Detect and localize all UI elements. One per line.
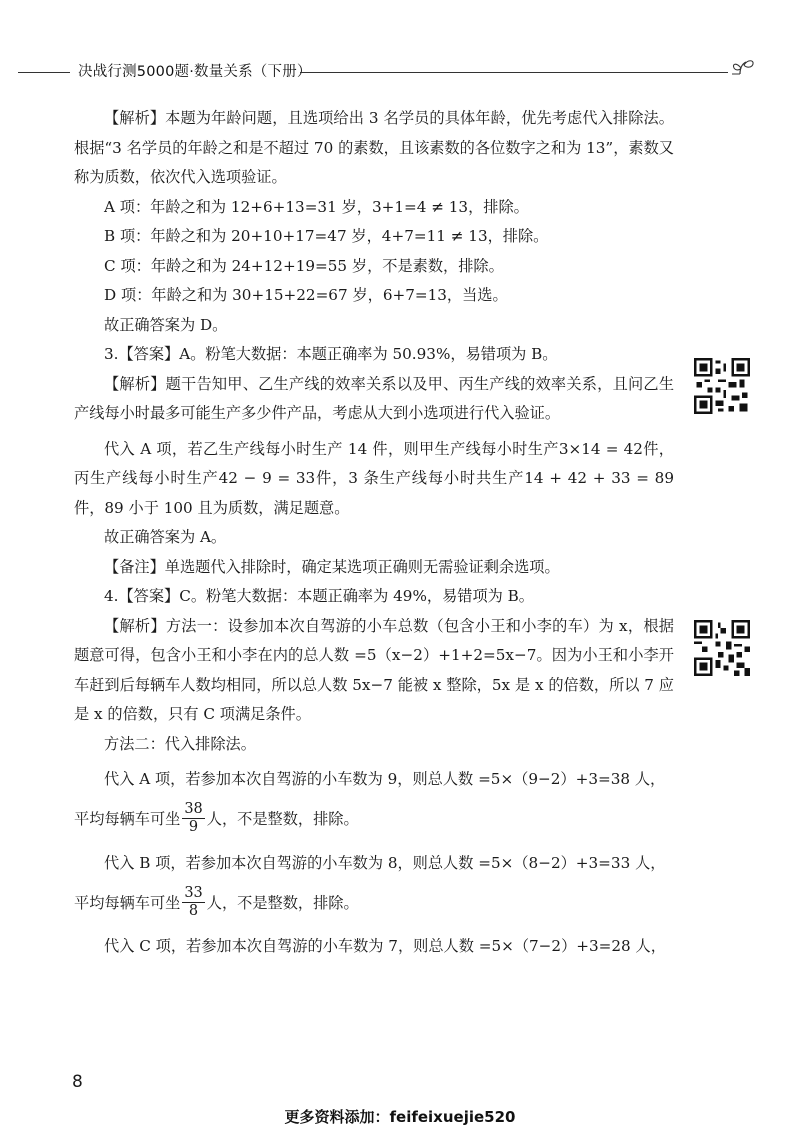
header-title: 决战行测5000题·数量关系（下册） xyxy=(78,64,312,80)
analysis-paragraph: 【解析】本题为年龄问题，且选项给出 3 名学员的具体年龄，优先考虑代入排除法。根据“3 名学员的年龄之和是不超过 70 的素数，且该素数的各位数字之和为 13”，素数又称为质数，依次代入选项验证。 xyxy=(74,109,674,186)
option-b-line: B 项：年龄之和为 20+10+17=47 岁，4+7=11 ≠ 13，排除。 xyxy=(104,227,549,245)
q4-option-b-line: 代入 B 项，若参加本次自驾游的小车数为 8，则总人数 =5×（8−2）+3=33 人， xyxy=(104,853,666,872)
q3-analysis-paragraph: 【解析】题干告知甲、乙生产线的效率关系以及甲、丙生产线的效率关系，且问乙生产线每小时最多可能生产多少件产品，考虑从大到小选项进行代入验证。 xyxy=(74,374,674,422)
option-c-line: C 项：年龄之和为 24+12+19=55 岁，不是素数，排除。 xyxy=(104,256,504,275)
sprout-icon xyxy=(728,58,758,86)
fraction xyxy=(182,801,204,836)
fraction xyxy=(182,885,204,920)
header-rule-left xyxy=(18,72,70,73)
fraction-suffix: 人，不是整数，排除。 xyxy=(206,810,359,828)
fraction-numerator: 33 xyxy=(184,884,203,901)
running-header xyxy=(0,58,800,88)
q4-option-c-line: 代入 C 项，若参加本次自驾游的小车数为 7，则总人数 =5×（7−2）+3=28 人， xyxy=(104,937,666,955)
q4-option-a-line: 代入 A 项，若参加本次自驾游的小车数为 9，则总人数 =5×（9−2）+3=38 人， xyxy=(104,770,666,788)
fraction-prefix: 平均每辆车可坐 xyxy=(74,893,181,912)
fraction-numerator: 38 xyxy=(184,801,203,817)
option-a-line: A 项：年龄之和为 12+6+13=31 岁，3+1=4 ≠ 13，排除。 xyxy=(104,197,529,216)
footer-note: 更多资料添加：feifeixuejie520 xyxy=(284,1108,516,1126)
q3-substitution-paragraph: 代入 A 项，若乙生产线每小时生产 14 件，则甲生产线每小时生产3×14 = 42件，丙生产线每小时生产42 − 9 = 33件，3 条生产线每小时共生产14 + 42 + 33 = 89件，89 小于 100 且为质数，满足题意。 xyxy=(74,439,674,517)
page-number: 8 xyxy=(72,1072,83,1092)
fraction-suffix: 人，不是整数，排除。 xyxy=(206,893,359,912)
q3-conclusion-line: 故正确答案为 A。 xyxy=(104,528,227,546)
q4-answer-line: 4.【答案】C。粉笔大数据：本题正确率为 49%，易错项为 B。 xyxy=(104,587,534,605)
header-rule-right xyxy=(300,72,728,73)
conclusion-line: 故正确答案为 D。 xyxy=(104,315,228,334)
q3-answer-line: 3.【答案】A。粉笔大数据：本题正确率为 50.93%，易错项为 B。 xyxy=(104,345,558,363)
q4-option-a-fraction-line xyxy=(74,795,674,843)
q4-method1-paragraph: 【解析】方法一：设参加本次自驾游的小车总数（包含小王和小李的车）为 x，根据题意可得，包含小王和小李在内的总人数 =5（x−2）+1+2=5x−7。因为小王和小李开车赶到后每辆车人数均相同，所以总人数 5x−7 能被 x 整除，5x 是 x 的倍数，所以 7 应是 x 的倍数，只有 C 项满足条件。 xyxy=(74,616,674,723)
page-body xyxy=(74,104,674,962)
qr-code-icon[interactable] xyxy=(694,358,750,414)
q4-option-b-fraction-line xyxy=(74,878,674,926)
q3-note-line: 【备注】单选题代入排除时，确定某选项正确则无需验证剩余选项。 xyxy=(104,557,560,576)
qr-code-icon[interactable] xyxy=(694,620,750,676)
q4-method2-line: 方法二：代入排除法。 xyxy=(104,734,256,753)
fraction-denominator: 9 xyxy=(188,819,199,835)
fraction-prefix: 平均每辆车可坐 xyxy=(74,810,181,828)
option-d-line: D 项：年龄之和为 30+15+22=67 岁，6+7=13，当选。 xyxy=(104,286,508,304)
fraction-denominator: 8 xyxy=(188,902,199,919)
